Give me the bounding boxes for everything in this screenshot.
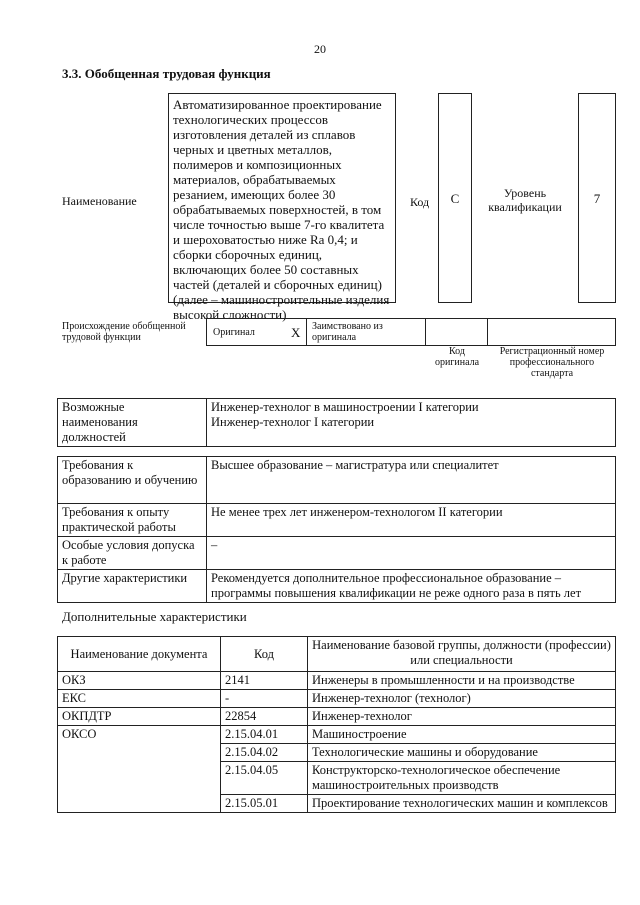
requirement-value: Не менее трех лет инженером-технологом II категории bbox=[207, 504, 616, 537]
table-row bbox=[58, 690, 616, 708]
origin-original-cell bbox=[206, 318, 307, 346]
additional-header-row bbox=[58, 637, 616, 672]
requirement-label: Другие характеристики bbox=[58, 570, 207, 603]
requirement-value: Высшее образование – магистратура или специалитет bbox=[207, 457, 616, 504]
requirement-row bbox=[58, 537, 616, 570]
position-item: Инженер-технолог в машиностроении I категории bbox=[211, 400, 479, 414]
additional-table bbox=[57, 636, 616, 813]
page-number: 20 bbox=[314, 42, 326, 56]
origin-reg-cell bbox=[487, 318, 616, 346]
requirement-label: Особые условия допуска к работе bbox=[58, 537, 207, 570]
kod-value-box bbox=[438, 93, 472, 303]
positions-table bbox=[57, 398, 616, 447]
cell-doc: ОКПДТР bbox=[58, 708, 221, 726]
borrowed-label: Заимствовано из оригинала bbox=[312, 321, 383, 343]
cell-code: 2.15.04.02 bbox=[221, 744, 308, 762]
cell-name: Машиностроение bbox=[308, 726, 616, 744]
cell-name: Конструкторско-технологическое обеспечение машиностроительных производств bbox=[308, 762, 616, 795]
header-doc: Наименование документа bbox=[58, 637, 221, 672]
original-label: Оригинал bbox=[213, 327, 255, 338]
header-code: Код bbox=[221, 637, 308, 672]
cell-name: Инженер-технолог (технолог) bbox=[308, 690, 616, 708]
naim-text: Автоматизированное проектирование технологических процессов изготовления деталей из сплавов черных и цветных металлов, полимеров и композиционных материалов, обрабатываемых резанием, имеющих более 30 обрабатываемых поверхностей, в том числе точностью выше 7-го квалитета и шероховатостью ниже Ra 0,4; и сборки сборочных единиц, включающих более 50 составных частей (деталей и сборочных единиц) (далее – машиностроительные изделия высокой сложности) bbox=[173, 97, 390, 322]
requirement-label: Требования к образованию и обучению bbox=[58, 457, 207, 504]
level-value: 7 bbox=[593, 190, 601, 206]
level-value-box bbox=[578, 93, 616, 303]
cell-code: 22854 bbox=[221, 708, 308, 726]
reg-caption: Регистрационный номер профессионального стандарта bbox=[499, 346, 605, 379]
code-caption: Код оригинала bbox=[434, 346, 480, 368]
header-name: Наименование базовой группы, должности (профессии) или специальности bbox=[308, 637, 616, 672]
requirement-value: Рекомендуется дополнительное профессиональное образование – программы повышения квалификации не реже одного раза в пять лет bbox=[207, 570, 616, 603]
additional-title: Дополнительные характеристики bbox=[62, 609, 247, 624]
origin-label: Происхождение обобщенной трудовой функции bbox=[62, 321, 186, 343]
cell-doc: ОКСО bbox=[58, 726, 221, 813]
cell-code: 2.15.04.05 bbox=[221, 762, 308, 795]
kod-value: C bbox=[450, 190, 460, 206]
naim-text-box bbox=[168, 93, 396, 322]
requirement-row bbox=[58, 570, 616, 603]
cell-doc: ЕКС bbox=[58, 690, 221, 708]
cell-name: Инженеры в промышленности и на производстве bbox=[308, 672, 616, 690]
cell-name: Инженер-технолог bbox=[308, 708, 616, 726]
requirement-label: Требования к опыту практической работы bbox=[58, 504, 207, 537]
positions-values bbox=[207, 399, 616, 447]
requirement-value: – bbox=[207, 537, 616, 570]
original-mark: X bbox=[291, 325, 301, 340]
table-row bbox=[58, 672, 616, 690]
cell-code: 2141 bbox=[221, 672, 308, 690]
positions-label: Возможные наименования должностей bbox=[58, 399, 207, 447]
level-label: Уровень квалификации bbox=[488, 186, 562, 214]
requirement-row bbox=[58, 457, 616, 504]
cell-code: - bbox=[221, 690, 308, 708]
origin-borrowed-cell bbox=[306, 318, 426, 346]
cell-name: Технологические машины и оборудование bbox=[308, 744, 616, 762]
requirement-row bbox=[58, 504, 616, 537]
table-row bbox=[58, 726, 616, 744]
section-title: 3.3. Обобщенная трудовая функция bbox=[62, 66, 271, 81]
cell-code: 2.15.05.01 bbox=[221, 795, 308, 813]
kod-label: Код bbox=[410, 195, 430, 209]
cell-code: 2.15.04.01 bbox=[221, 726, 308, 744]
table-row bbox=[58, 708, 616, 726]
position-item: Инженер-технолог I категории bbox=[211, 415, 375, 429]
cell-name: Проектирование технологических машин и комплексов bbox=[308, 795, 616, 813]
origin-code-cell bbox=[425, 318, 488, 346]
requirements-table bbox=[57, 456, 616, 603]
naim-label: Наименование bbox=[62, 194, 137, 208]
cell-doc: ОКЗ bbox=[58, 672, 221, 690]
